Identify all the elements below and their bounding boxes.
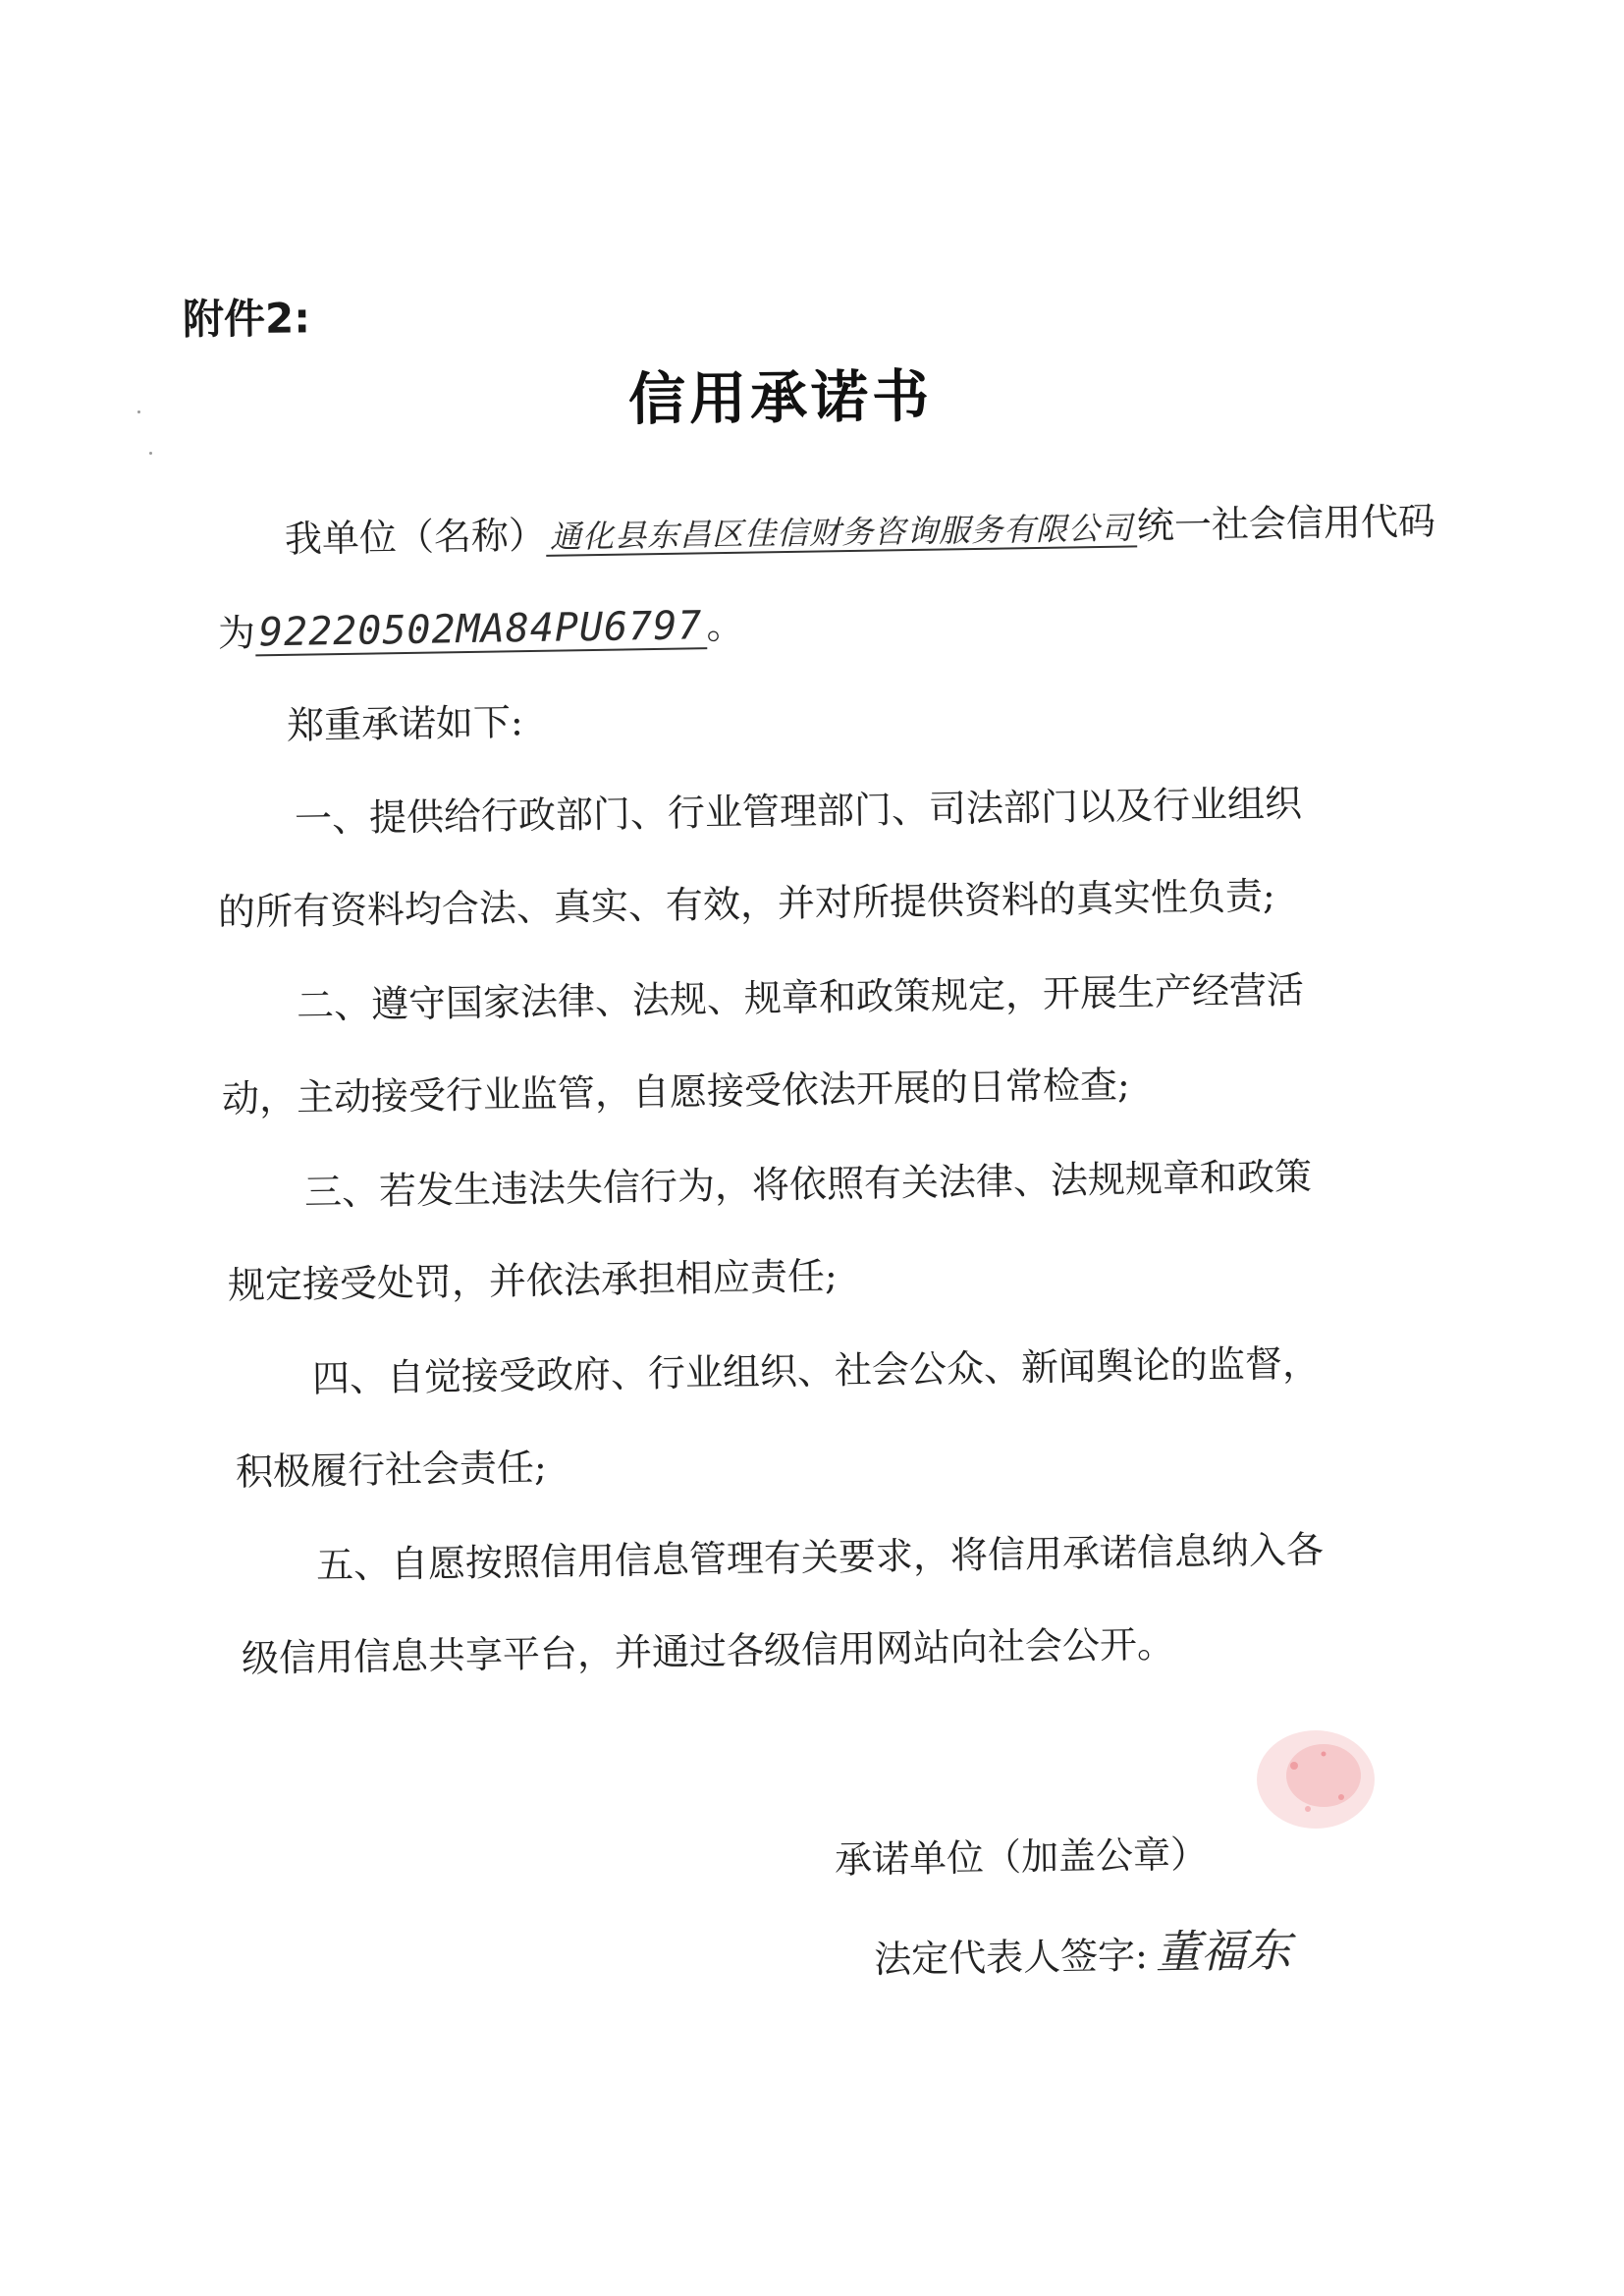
clause-3-line-1: 三、若发生违法失信行为，将依照有关法律、法规规章和政策 — [303, 1154, 1313, 1214]
legal-rep-label: 法定代表人签字: — [873, 1933, 1149, 1982]
code-prefix: 为 — [217, 611, 256, 655]
scan-speck — [137, 410, 140, 413]
clause-2-line-1: 二、遵守国家法律、法规、规章和政策规定，开展生产经营活 — [296, 967, 1305, 1027]
promising-unit-label: 承诺单位（加盖公章） — [834, 1832, 1209, 1882]
attachment-label: 附件2: — [182, 294, 311, 344]
clause-4-line-1: 四、自觉接受政府、行业组织、社会公众、新闻舆论的监督， — [311, 1340, 1321, 1400]
clause-3-line-2: 规定接受处罚，并依法承担相应责任; — [227, 1254, 839, 1307]
code-suffix: 。 — [706, 603, 744, 648]
seal-stain — [1225, 1707, 1392, 1854]
legal-rep-signature: 董福东 — [1155, 1923, 1292, 1979]
document-title: 信用承诺书 — [627, 362, 934, 433]
credit-code-handwritten: 92220502MA84PU6797 — [255, 606, 707, 656]
clause-2-line-2: 动，主动接受行业监管，自愿接受依法开展的日常检查; — [221, 1063, 1131, 1121]
code-line — [217, 603, 744, 657]
clause-1-line-1: 一、提供给行政部门、行业管理部门、司法部门以及行业组织 — [294, 781, 1303, 841]
intro-text: 郑重承诺如下: — [286, 700, 524, 747]
unit-line — [284, 499, 1436, 561]
clause-5-line-2: 级信用信息共享平台，并通过各级信用网站向社会公开。 — [241, 1622, 1175, 1680]
unit-prefix: 我单位（名称） — [284, 513, 547, 561]
scan-speck — [149, 452, 152, 455]
clause-4-line-2: 积极履行社会责任; — [235, 1446, 548, 1494]
clause-1-line-2: 的所有资料均合法、真实、有效，并对所提供资料的真实性负责; — [217, 874, 1276, 934]
unit-suffix: 统一社会信用代码 — [1136, 499, 1436, 548]
unit-name-handwritten: 通化县东昌区佳信财务咨询服务有限公司 — [546, 512, 1138, 556]
legal-rep-line — [874, 1915, 1292, 1987]
clause-5-line-1: 五、自愿按照信用信息管理有关要求，将信用承诺信息纳入各 — [315, 1527, 1325, 1587]
